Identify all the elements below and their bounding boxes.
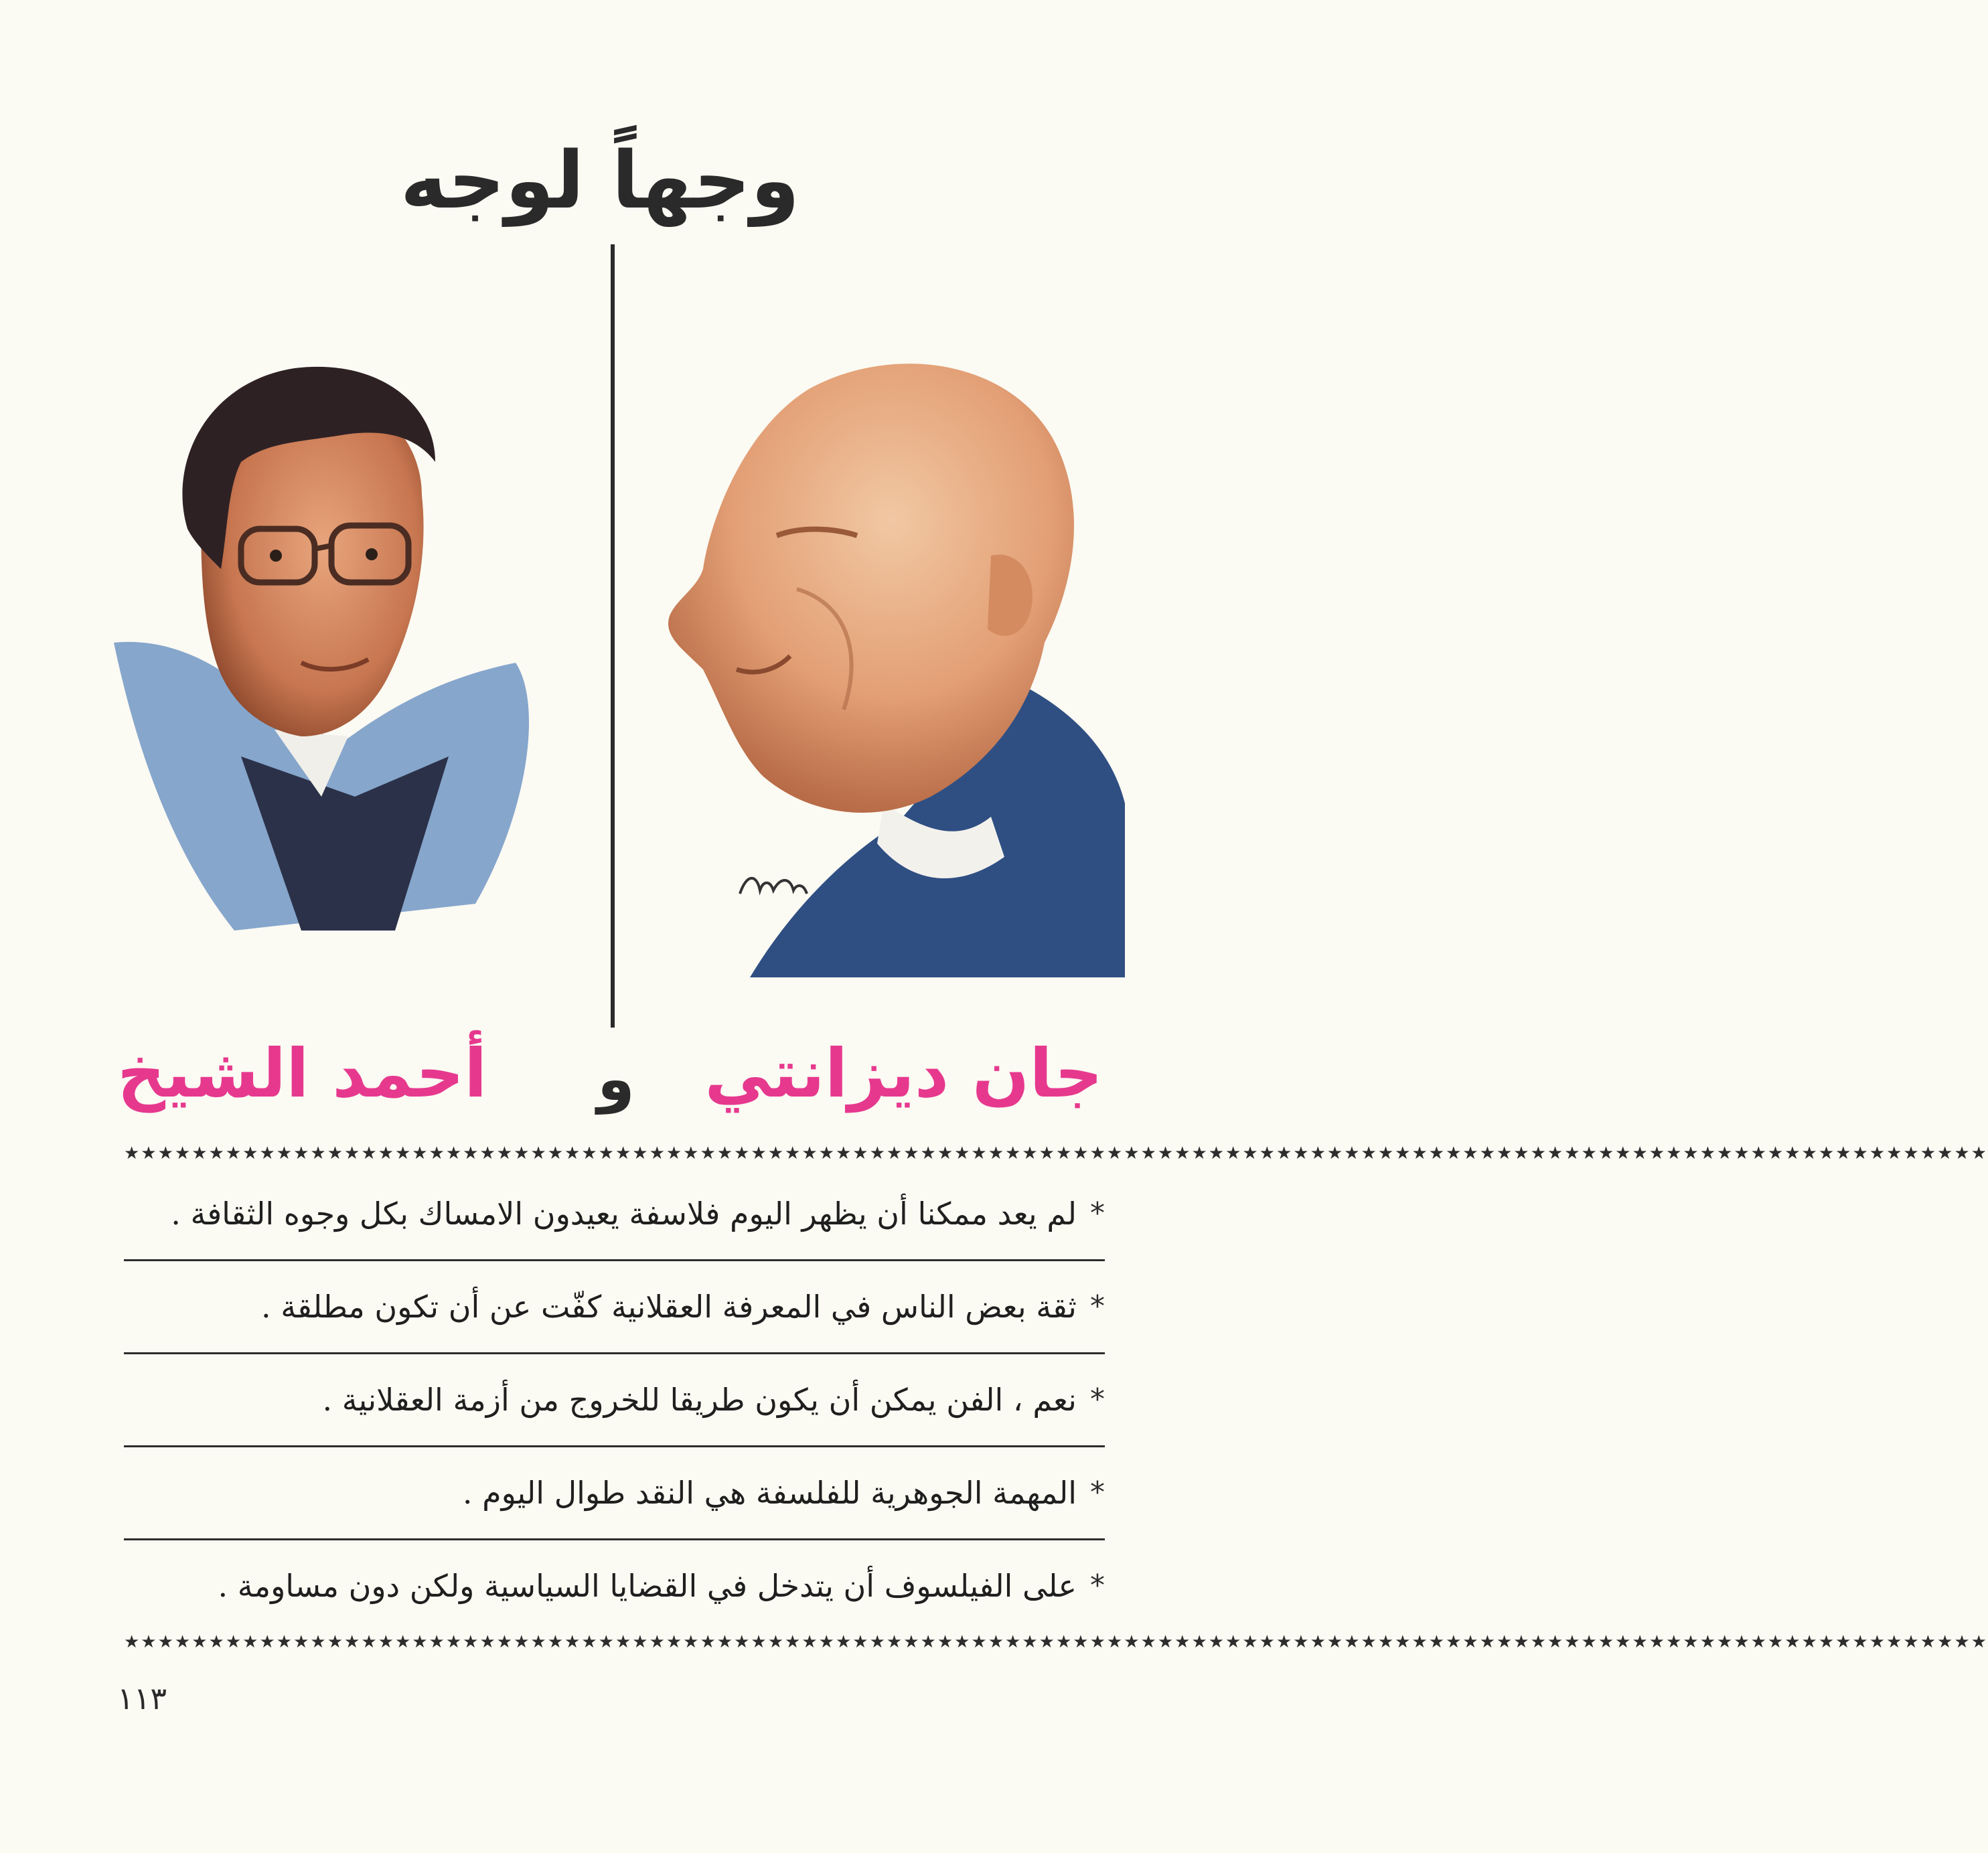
portrait-ahmed-alsheikh [100, 328, 556, 964]
page-number: ١١٣ [117, 1680, 167, 1716]
artist-signature [733, 867, 814, 907]
name-conjunction: و [597, 1044, 635, 1115]
quote-text: لم يعد ممكنا أن يظهر اليوم فلاسفة يعيدون الامساك بكل وجوه الثقافة . [171, 1196, 1077, 1232]
asterisk-icon: * [1090, 1568, 1105, 1603]
vertical-divider [611, 244, 615, 1028]
star-border-top: ★★★★★★★★★★★★★★★★★★★★★★★★★★★★★★★★★★★★★★★★★★★★★★★★★★★★★★★★★★★★★★★★★★★★★★★★★★★★★★★★★★★★★★★★★★★★★★★★★★★★★★★★★★★★★★ [124, 1143, 1988, 1163]
quote-item [124, 1168, 1105, 1261]
asterisk-icon: * [1090, 1289, 1105, 1323]
portrait-jean-desanti [643, 335, 1125, 977]
quote-item [124, 1261, 1105, 1354]
name-jean-desanti: جان ديزانتي [704, 1034, 1103, 1113]
quote-item [124, 1354, 1105, 1447]
asterisk-icon: * [1090, 1475, 1105, 1510]
quote-item [124, 1447, 1105, 1540]
quote-text: على الفيلسوف أن يتدخل في القضايا السياسية ولكن دون مساومة . [218, 1568, 1077, 1604]
asterisk-icon: * [1090, 1196, 1105, 1230]
name-ahmed-alsheikh: أحمد الشيخ [117, 1034, 487, 1113]
asterisk-icon: * [1090, 1382, 1105, 1417]
quote-text: ثقة بعض الناس في المعرفة العقلانية كفّت عن أن تكون مطلقة . [260, 1289, 1077, 1325]
quote-text: المهمة الجوهرية للفلسفة هي النقد طوال اليوم . [462, 1475, 1077, 1511]
star-border-bottom: ★★★★★★★★★★★★★★★★★★★★★★★★★★★★★★★★★★★★★★★★★★★★★★★★★★★★★★★★★★★★★★★★★★★★★★★★★★★★★★★★★★★★★★★★★★★★★★★★★★★★★★★★★★★★★★ [124, 1632, 1988, 1652]
quote-item [124, 1540, 1105, 1633]
quotes-list [124, 1168, 1105, 1633]
quote-text: نعم ، الفن يمكن أن يكون طريقا للخروج من أزمة العقلانية . [322, 1382, 1077, 1418]
article-title: وجهاً لوجه [400, 134, 800, 226]
